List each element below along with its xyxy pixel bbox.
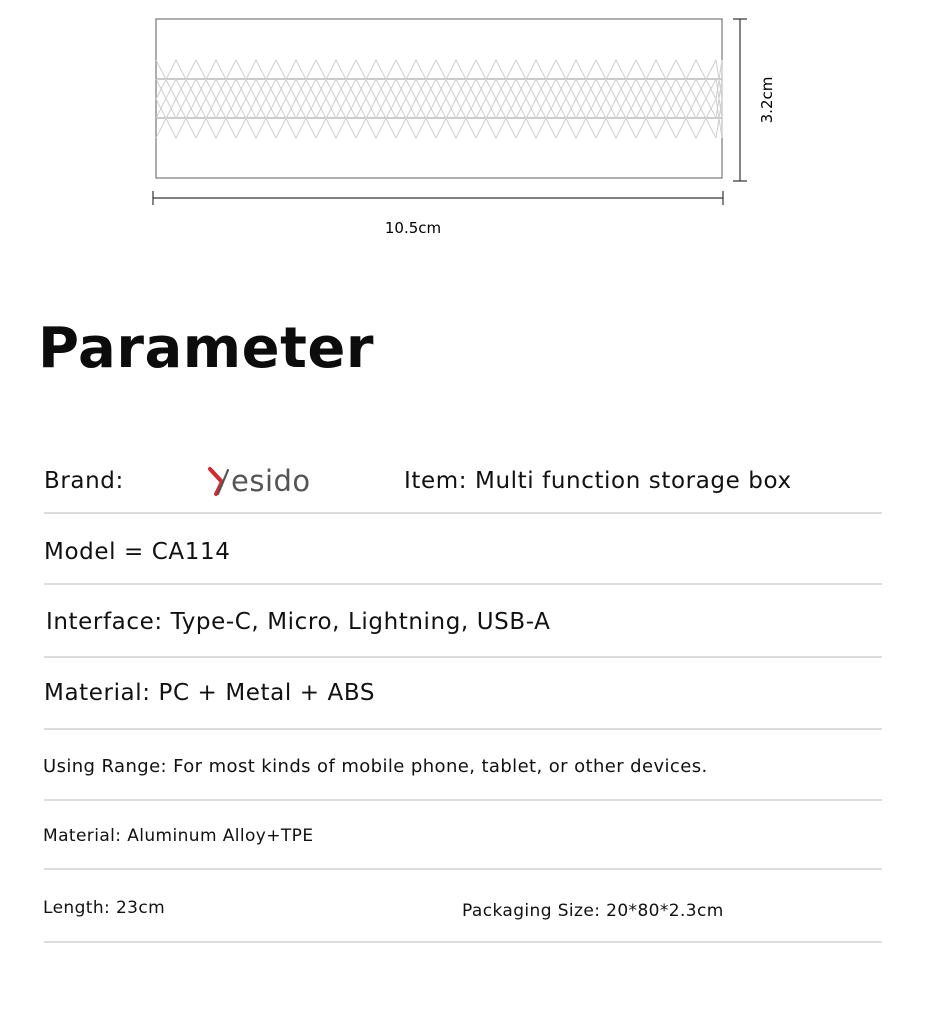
divider xyxy=(44,868,882,870)
brand-logo xyxy=(207,460,347,508)
pattern-row xyxy=(156,79,722,118)
product-dimension-diagram xyxy=(0,0,942,260)
using-range-text: Using Range: For most kinds of mobile phone, tablet, or other devices. xyxy=(43,756,708,777)
svg-text:esido: esido xyxy=(231,464,311,498)
item-text: Item: Multi function storage box xyxy=(404,468,792,494)
material-text-2: Material: Aluminum Alloy+TPE xyxy=(43,826,314,846)
product-outline xyxy=(156,19,722,178)
width-label: 10.5cm xyxy=(384,219,442,237)
length-text: Length: 23cm xyxy=(43,898,166,918)
height-label: 3.2cm xyxy=(758,76,776,124)
divider xyxy=(44,728,882,730)
diamond-pattern xyxy=(156,60,722,138)
brand-label: Brand: xyxy=(44,468,124,494)
packaging-size-text: Packaging Size: 20*80*2.3cm xyxy=(462,901,724,921)
material-text-1: Material: PC + Metal + ABS xyxy=(44,680,376,706)
model-text: Model = CA114 xyxy=(44,539,231,565)
yesido-logo-icon xyxy=(207,460,347,504)
divider xyxy=(44,583,882,585)
divider xyxy=(44,512,882,514)
divider xyxy=(44,799,882,801)
divider xyxy=(44,941,882,943)
divider xyxy=(44,656,882,658)
height-dimension-line xyxy=(733,19,747,181)
page-title: Parameter xyxy=(38,316,374,381)
interface-text: Interface: Type-C, Micro, Lightning, USB-A xyxy=(46,609,551,635)
width-dimension-line xyxy=(153,191,723,205)
